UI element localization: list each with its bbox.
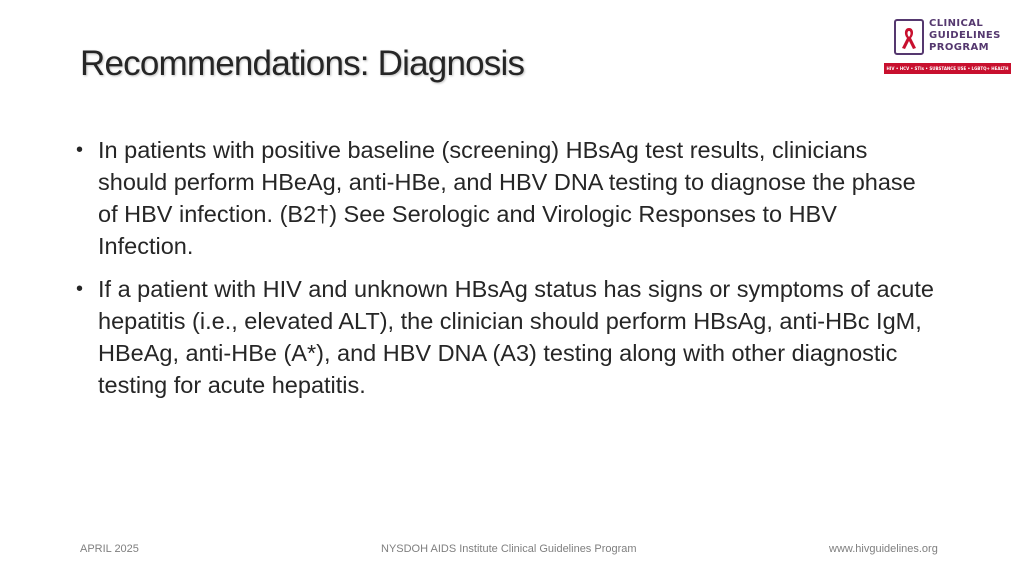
logo-mark [894, 19, 924, 55]
bullet-marker: • [76, 278, 84, 300]
logo-line-2: GUIDELINES [929, 30, 1001, 41]
logo-wordmark [929, 18, 1001, 54]
logo-tagline: HIV • HCV • STIs • SUBSTANCE USE • LGBTQ+ HEALTH [884, 63, 1011, 74]
footer-website-link[interactable]: www.hivguidelines.org [829, 543, 938, 555]
bullet-list [74, 134, 934, 412]
bullet-item [74, 273, 934, 401]
clinical-guidelines-program-logo [884, 16, 1012, 78]
footer-date: APRIL 2025 [80, 543, 139, 555]
footer-organization: NYSDOH AIDS Institute Clinical Guidelines Program [381, 543, 637, 555]
red-ribbon-icon [899, 26, 919, 50]
bullet-text: If a patient with HIV and unknown HBsAg status has signs or symptoms of acute hepatitis (i.e., elevated ALT), the clinician should perform HBsAg, anti-HBc IgM, HBeAg, anti-HBe (A*), and HBV DNA (A3) testing along with other diagnostic testing for acute hepatitis. [98, 276, 934, 398]
bullet-marker: • [76, 139, 84, 161]
slide-title: Recommendations: Diagnosis [80, 44, 525, 83]
logo-line-1: CLINICAL [929, 18, 984, 29]
bullet-text: In patients with positive baseline (screening) HBsAg test results, clinicians should perform HBeAg, anti-HBe, and HBV DNA testing to diagnose the phase of HBV infection. (B2†) See Serologic and Virologic Responses to HBV Infection. [98, 137, 916, 259]
logo-line-3: PROGRAM [929, 42, 989, 53]
bullet-item [74, 134, 934, 262]
